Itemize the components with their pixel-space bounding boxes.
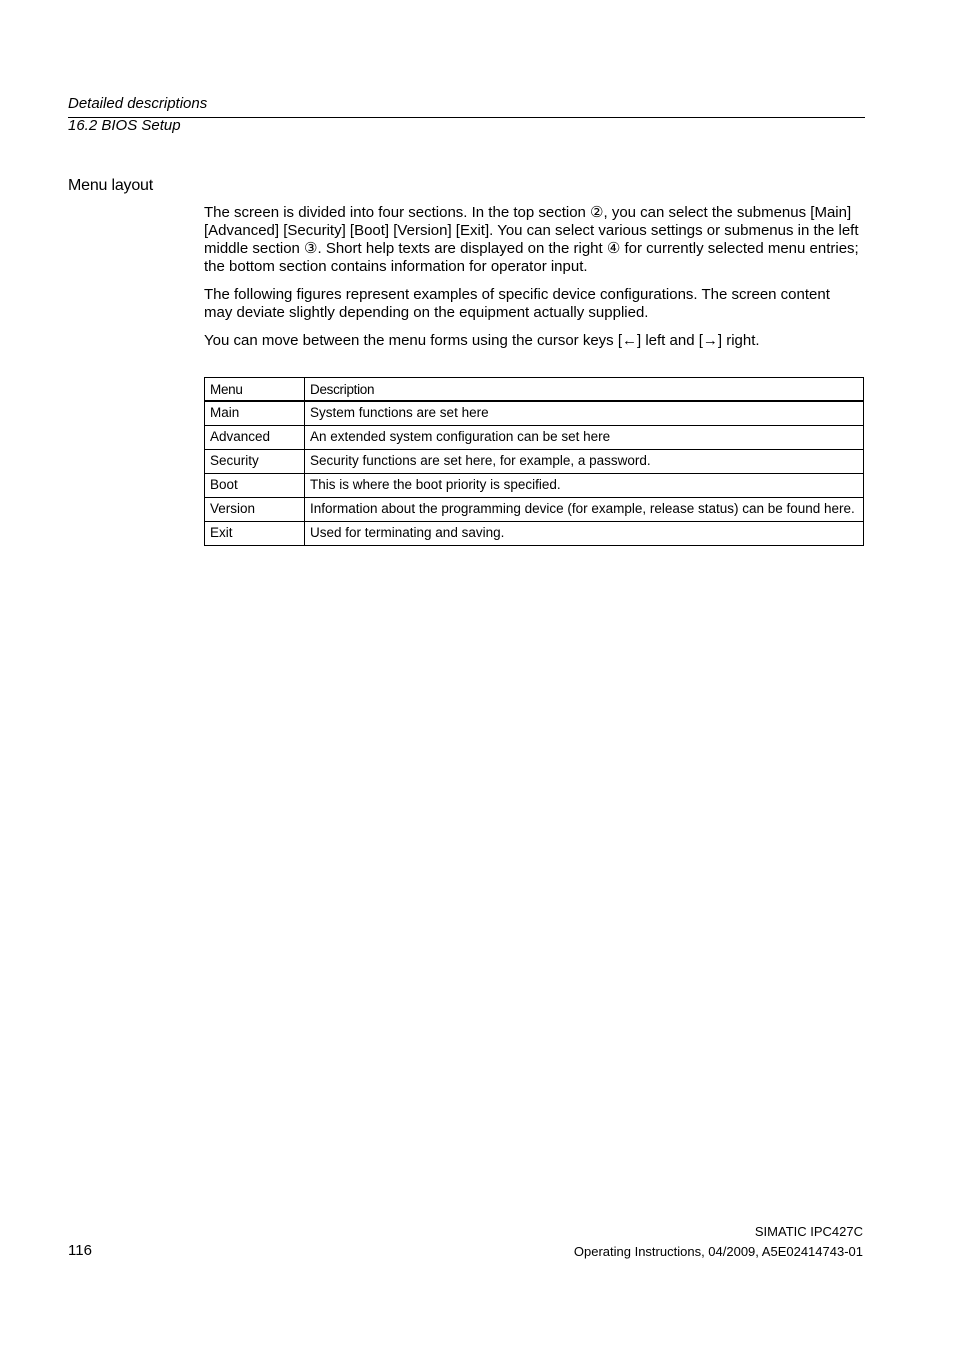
table-header-row — [205, 378, 864, 402]
description-cell: Security functions are set here, for example, a password. — [305, 450, 864, 474]
description-cell: Information about the programming device (for example, release status) can be found here. — [305, 498, 864, 522]
table-row — [205, 498, 864, 522]
table-row — [205, 522, 864, 546]
menu-cell: Version — [205, 498, 305, 522]
menu-cell: Exit — [205, 522, 305, 546]
column-header-menu: Menu — [205, 378, 305, 402]
description-cell: System functions are set here — [305, 401, 864, 426]
menu-cell: Boot — [205, 474, 305, 498]
menu-cell: Advanced — [205, 426, 305, 450]
running-header-section: 16.2 BIOS Setup — [68, 117, 181, 134]
page-number: 116 — [68, 1242, 92, 1259]
table-row — [205, 426, 864, 450]
menu-cell: Security — [205, 450, 305, 474]
footer-document-info: Operating Instructions, 04/2009, A5E02414743-01 — [573, 1244, 863, 1259]
running-header-chapter: Detailed descriptions — [68, 95, 208, 112]
description-cell: An extended system configuration can be set here — [305, 426, 864, 450]
description-cell: This is where the boot priority is specified. — [305, 474, 864, 498]
section-heading: Menu layout — [68, 177, 153, 194]
paragraph-sections: The screen is divided into four sections. In the top section ②, you can select the submenus [Main] [Advanced] [Security] [Boot] [Version] [Exit]. You can select various settings or submenus in the left middle section ③. Short help texts are displayed on the right ④ for currently selected menu entries; the bottom section contains information for operator input. — [204, 204, 859, 275]
description-cell: Used for terminating and saving. — [305, 522, 864, 546]
table-row — [205, 401, 864, 426]
menu-description-table — [204, 377, 864, 546]
column-header-description: Description — [305, 378, 864, 402]
header-rule — [68, 117, 865, 118]
paragraph-cursor-keys: You can move between the menu forms using the cursor keys [←] left and [→] right. — [204, 332, 760, 349]
table-row — [205, 474, 864, 498]
footer-product-name: SIMATIC IPC427C — [754, 1224, 863, 1239]
table-row — [205, 450, 864, 474]
menu-cell: Main — [205, 401, 305, 426]
paragraph-figures-note: The following figures represent examples of specific device configurations. The screen content may deviate slightly depending on the equipment actually supplied. — [204, 286, 830, 321]
